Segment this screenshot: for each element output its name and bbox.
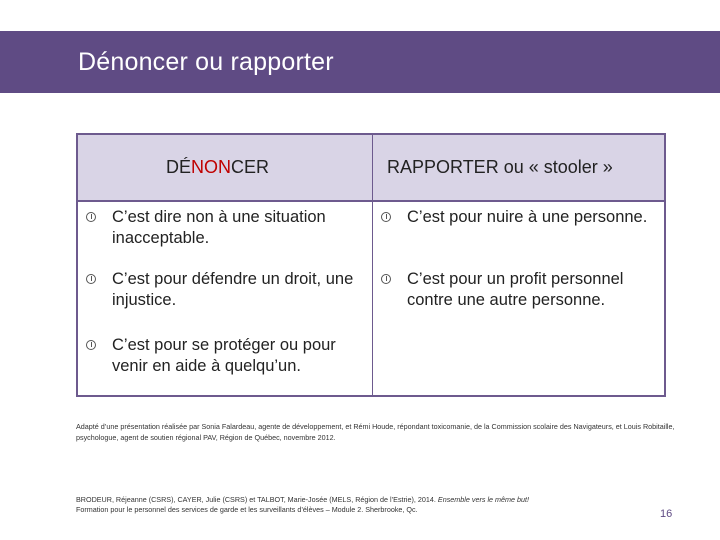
list-item-text: C’est pour se protéger ou pour venir en aide à quelqu’un. <box>112 336 336 375</box>
slide-title: Dénoncer ou rapporter <box>78 48 334 76</box>
comparison-table <box>76 133 666 397</box>
reference-note <box>76 495 636 515</box>
list-item-text: C’est pour défendre un droit, une injustice. <box>112 270 354 309</box>
list-item-text: C’est pour nuire à une personne. <box>407 208 648 226</box>
header-rapporter: RAPPORTER ou « stooler » <box>387 157 613 177</box>
credit-note: Adapté d’une présentation réalisée par Sonia Falardeau, agente de développement, et Rémi Houde, répondant toxicomanie, de la Commission scolaire des Navigateurs, et Louis Robitaille, psychologue, agent de soutien régional PAV, Région de Québec, novembre 2012. <box>76 422 675 442</box>
header-denoncer: DÉNONCER <box>166 157 270 177</box>
bullet-icon <box>381 212 391 222</box>
table-header <box>78 135 664 202</box>
bullet-icon <box>86 340 96 350</box>
reference-details: Formation pour le personnel des services de garde et les surveillants d’élèves – Module 2. Sherbrooke, Qc. <box>76 505 418 514</box>
page-number: 16 <box>660 508 673 520</box>
bullet-icon <box>86 274 96 284</box>
list-item-text: C’est pour un profit personnel contre une autre personne. <box>407 270 624 309</box>
list-item-text: C’est dire non à une situation inacceptable. <box>112 208 326 247</box>
reference-authors: BRODEUR, Réjeanne (CSRS), CAYER, Julie (CSRS) et TALBOT, Marie-Josée (MELS, Région de l’Estrie), 2014. <box>76 495 438 504</box>
reference-title: Ensemble vers le même but! <box>437 495 529 504</box>
bullet-icon <box>86 212 96 222</box>
bullet-icon <box>381 274 391 284</box>
column-divider <box>372 135 373 395</box>
